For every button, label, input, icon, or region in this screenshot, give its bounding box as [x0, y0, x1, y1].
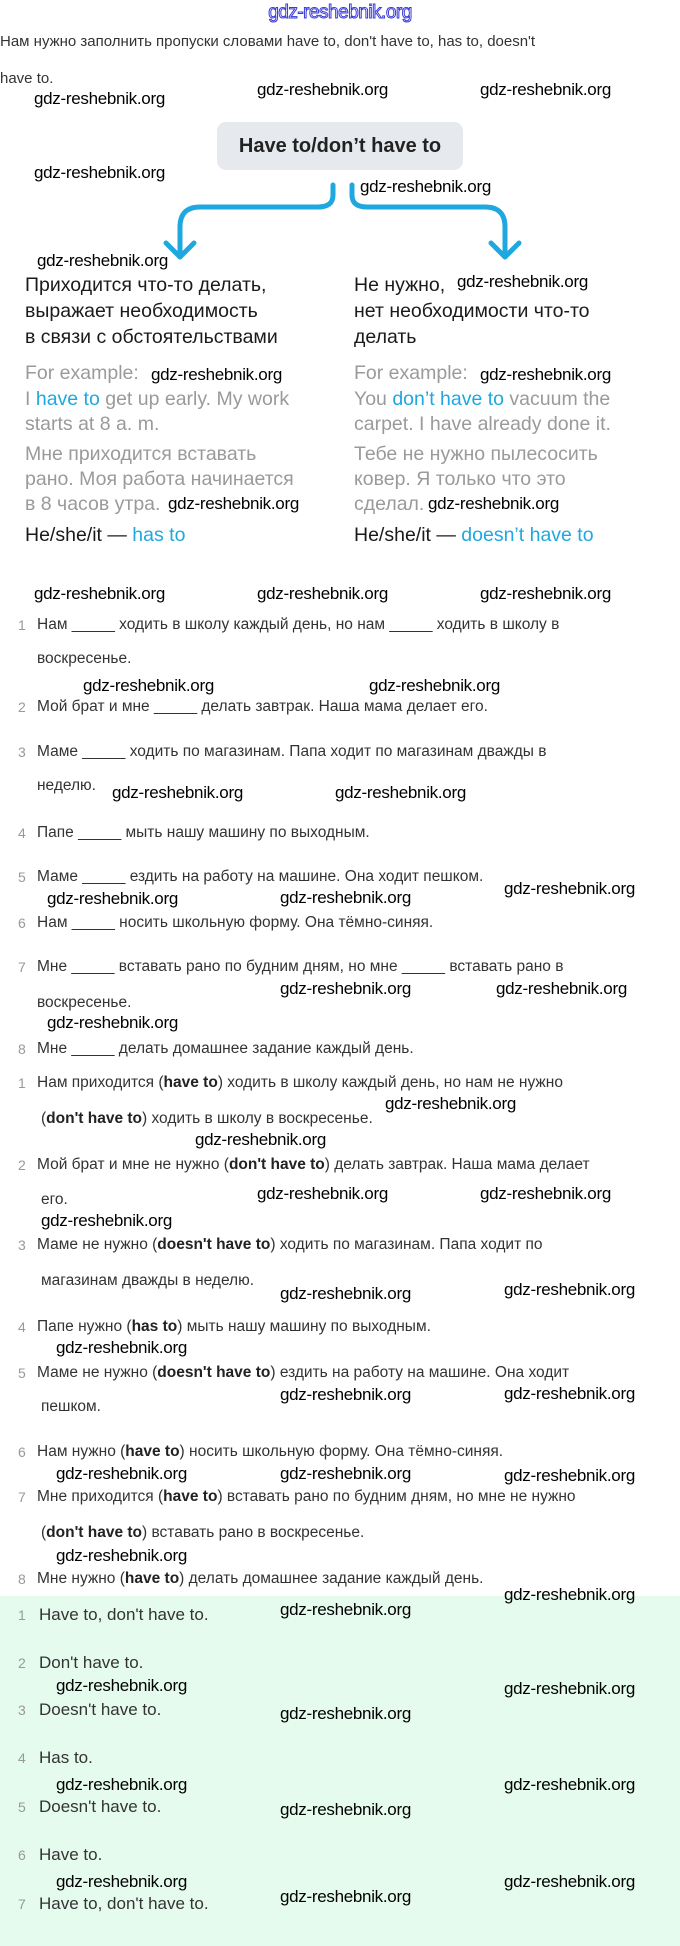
- watermark: gdz-reshebnik.org: [47, 1013, 178, 1032]
- translation-line: Мне приходится (have to) вставать рано по будним дням, но мне не нужно: [37, 1488, 576, 1505]
- answer-number: 1: [18, 1607, 26, 1623]
- answer-text: Have to, don't have to.: [39, 1894, 209, 1913]
- right-form: He/she/it — doesn’t have to: [354, 524, 594, 546]
- rule-title-box: Have to/don’t have to: [217, 122, 463, 170]
- exercise-number: 7: [18, 959, 26, 975]
- watermark: gdz-reshebnik.org: [56, 1872, 187, 1891]
- translation-line: Мой брат и мне не нужно (don't have to) делать завтрак. Наша мама делает: [37, 1156, 590, 1173]
- exercise-line: Маме _____ ездить на работу на машине. Она ходит пешком.: [37, 868, 484, 885]
- left-form: He/she/it — has to: [25, 524, 186, 546]
- watermark: gdz-reshebnik.org: [257, 80, 388, 99]
- exercise-line: воскресенье.: [37, 650, 132, 667]
- answer-number: 3: [18, 1702, 26, 1718]
- translation-number: 5: [18, 1365, 26, 1381]
- right-ru-3: сделал.: [354, 493, 425, 515]
- left-ru-2: рано. Моя работа начинается: [25, 468, 294, 490]
- watermark: gdz-reshebnik.org: [168, 494, 299, 513]
- translation-number: 4: [18, 1319, 26, 1335]
- watermark: gdz-reshebnik.org: [56, 1464, 187, 1483]
- watermark: gdz-reshebnik.org: [280, 1600, 411, 1619]
- watermark: gdz-reshebnik.org: [47, 889, 178, 908]
- left-arrow-icon: [180, 185, 333, 257]
- watermark: gdz-reshebnik.org: [34, 584, 165, 603]
- translation-line: Маме не нужно (doesn't have to) ходить по магазинам. Папа ходит по: [37, 1236, 543, 1253]
- right-ru-2: ковер. Я только что это: [354, 468, 566, 490]
- watermark: gdz-reshebnik.org: [280, 888, 411, 907]
- watermark: gdz-reshebnik.org: [151, 365, 282, 384]
- left-example-2: starts at 8 a. m.: [25, 413, 160, 435]
- watermark: gdz-reshebnik.org: [280, 1385, 411, 1404]
- left-ru-1: Мне приходится вставать: [25, 443, 257, 465]
- watermark: gdz-reshebnik.org: [480, 1184, 611, 1203]
- watermark: gdz-reshebnik.org: [457, 272, 588, 291]
- watermark: gdz-reshebnik.org: [480, 80, 611, 99]
- answer-highlight: have to: [125, 1443, 180, 1460]
- translation-line: магазинам дважды в неделю.: [41, 1272, 255, 1289]
- watermark: gdz-reshebnik.org: [360, 177, 491, 196]
- answer-text: Have to, don't have to.: [39, 1605, 209, 1624]
- right-heading-2: нет необходимости что-то: [354, 300, 590, 322]
- right-example-label: For example:: [354, 362, 468, 384]
- exercise-line: неделю.: [37, 777, 96, 794]
- instruction-line-2: have to.: [0, 70, 54, 87]
- answer-highlight: have to: [124, 1570, 180, 1587]
- watermark: gdz-reshebnik.org: [428, 494, 559, 513]
- right-example-2: carpet. I have already done it.: [354, 413, 611, 435]
- right-ru-1: Тебе не нужно пылесосить: [354, 443, 598, 465]
- translation-line: Папе нужно (has to) мыть нашу машину по выходным.: [37, 1318, 431, 1335]
- translation-number: 3: [18, 1237, 26, 1253]
- right-heading-1: Не нужно,: [354, 274, 446, 296]
- left-heading-1: Приходится что-то делать,: [25, 274, 267, 296]
- translation-line: Маме не нужно (doesn't have to) ездить на работу на машине. Она ходит: [37, 1364, 570, 1381]
- exercise-number: 6: [18, 915, 26, 931]
- answer-text: Have to.: [39, 1845, 103, 1864]
- watermark: gdz-reshebnik.org: [504, 1872, 635, 1891]
- watermark: gdz-reshebnik.org: [504, 1466, 635, 1485]
- translation-number: 6: [18, 1444, 26, 1460]
- watermark: gdz-reshebnik.org: [280, 979, 411, 998]
- watermark: gdz-reshebnik.org: [504, 1775, 635, 1794]
- exercise-line: Мне _____ вставать рано по будним дням, но мне _____ вставать рано в: [37, 958, 564, 975]
- highlight-have-to: have to: [35, 388, 100, 410]
- exercise-line: Нам _____ ходить в школу каждый день, но нам _____ ходить в школу в: [37, 616, 560, 633]
- translation-line: Нам нужно (have to) носить школьную форму. Она тёмно-синяя.: [37, 1443, 504, 1460]
- watermark: gdz-reshebnik.org: [480, 584, 611, 603]
- answer-highlight: has to: [131, 1318, 178, 1335]
- exercise-line: воскресенье.: [37, 994, 132, 1011]
- watermark: gdz-reshebnik.org: [335, 783, 466, 802]
- exercise-number: 8: [18, 1041, 26, 1057]
- watermark: gdz-reshebnik.org: [112, 783, 243, 802]
- answer-highlight: don't have to: [46, 1524, 142, 1541]
- translation-number: 8: [18, 1571, 26, 1587]
- watermark: gdz-reshebnik.org: [280, 1704, 411, 1723]
- watermark: gdz-reshebnik.org: [496, 979, 627, 998]
- translation-line: (don't have to) вставать рано в воскресенье.: [41, 1524, 365, 1541]
- watermark: gdz-reshebnik.org: [56, 1338, 187, 1357]
- watermark: gdz-reshebnik.org: [56, 1546, 187, 1565]
- exercise-number: 2: [18, 699, 26, 715]
- site-logo[interactable]: gdz-reshebnik.org: [268, 2, 412, 23]
- exercise-line: Папе _____ мыть нашу машину по выходным.: [37, 824, 370, 841]
- exercise-line: Нам _____ носить школьную форму. Она тёмно-синяя.: [37, 914, 434, 931]
- exercise-line: Маме _____ ходить по магазинам. Папа ходит по магазинам дважды в: [37, 743, 547, 760]
- translation-line: пешком.: [41, 1398, 101, 1415]
- translation-line: Мне нужно (have to) делать домашнее задание каждый день.: [37, 1570, 484, 1587]
- watermark: gdz-reshebnik.org: [385, 1094, 516, 1113]
- answer-highlight: doesn't have to: [157, 1236, 271, 1253]
- translation-line: его.: [41, 1191, 68, 1208]
- watermark: gdz-reshebnik.org: [504, 879, 635, 898]
- watermark: gdz-reshebnik.org: [56, 1775, 187, 1794]
- answer-highlight: have to: [163, 1074, 218, 1091]
- watermark: gdz-reshebnik.org: [504, 1679, 635, 1698]
- answer-text: Doesn't have to.: [39, 1700, 162, 1719]
- watermark: gdz-reshebnik.org: [41, 1211, 172, 1230]
- answer-number: 4: [18, 1750, 26, 1766]
- left-example-label: For example:: [25, 362, 139, 384]
- translation-number: 1: [18, 1075, 26, 1091]
- watermark: gdz-reshebnik.org: [257, 1184, 388, 1203]
- exercise-line: Мой брат и мне _____ делать завтрак. Наша мама делает его.: [37, 698, 488, 715]
- answer-highlight: have to: [163, 1488, 218, 1505]
- translation-number: 2: [18, 1157, 26, 1173]
- answer-highlight: don't have to: [46, 1110, 142, 1127]
- watermark: gdz-reshebnik.org: [280, 1800, 411, 1819]
- watermark: gdz-reshebnik.org: [34, 89, 165, 108]
- watermark: gdz-reshebnik.org: [83, 676, 214, 695]
- watermark: gdz-reshebnik.org: [504, 1384, 635, 1403]
- watermark: gdz-reshebnik.org: [37, 251, 168, 270]
- watermark: gdz-reshebnik.org: [280, 1284, 411, 1303]
- exercise-number: 3: [18, 744, 26, 760]
- watermark: gdz-reshebnik.org: [195, 1130, 326, 1149]
- exercise-number: 4: [18, 825, 26, 841]
- answer-number: 5: [18, 1799, 26, 1815]
- watermark: gdz-reshebnik.org: [56, 1676, 187, 1695]
- watermark: gdz-reshebnik.org: [34, 163, 165, 182]
- answer-text: Doesn't have to.: [39, 1797, 162, 1816]
- answer-text: Don't have to.: [39, 1653, 144, 1672]
- watermark: gdz-reshebnik.org: [504, 1280, 635, 1299]
- exercise-line: Мне _____ делать домашнее задание каждый день.: [37, 1040, 414, 1057]
- right-example-1: You don’t have to vacuum the: [354, 388, 611, 410]
- translation-number: 7: [18, 1489, 26, 1505]
- left-heading-2: выражает необходимость: [25, 300, 258, 322]
- exercise-number: 5: [18, 869, 26, 885]
- left-heading-3: в связи с обстоятельствами: [25, 326, 278, 348]
- left-example-1: I have to get up early. My work: [25, 388, 290, 410]
- translation-line: (don't have to) ходить в школу в воскресенье.: [41, 1110, 373, 1127]
- watermark: gdz-reshebnik.org: [257, 584, 388, 603]
- answer-highlight: don't have to: [228, 1156, 325, 1173]
- answer-number: 2: [18, 1655, 26, 1671]
- exercise-number: 1: [18, 617, 26, 633]
- answer-number: 7: [18, 1896, 26, 1912]
- watermark: gdz-reshebnik.org: [480, 365, 611, 384]
- answer-highlight: doesn't have to: [157, 1364, 271, 1381]
- translation-line: Нам приходится (have to) ходить в школу каждый день, но нам не нужно: [37, 1074, 563, 1091]
- watermark: gdz-reshebnik.org: [280, 1887, 411, 1906]
- watermark: gdz-reshebnik.org: [280, 1464, 411, 1483]
- watermark: gdz-reshebnik.org: [369, 676, 500, 695]
- right-heading-3: делать: [354, 326, 417, 348]
- answer-number: 6: [18, 1847, 26, 1863]
- answer-text: Has to.: [39, 1748, 93, 1767]
- instruction-line-1: Нам нужно заполнить пропуски словами have to, don't have to, has to, doesn't: [0, 33, 536, 50]
- left-ru-3: в 8 часов утра.: [25, 493, 161, 515]
- watermark: gdz-reshebnik.org: [504, 1585, 635, 1604]
